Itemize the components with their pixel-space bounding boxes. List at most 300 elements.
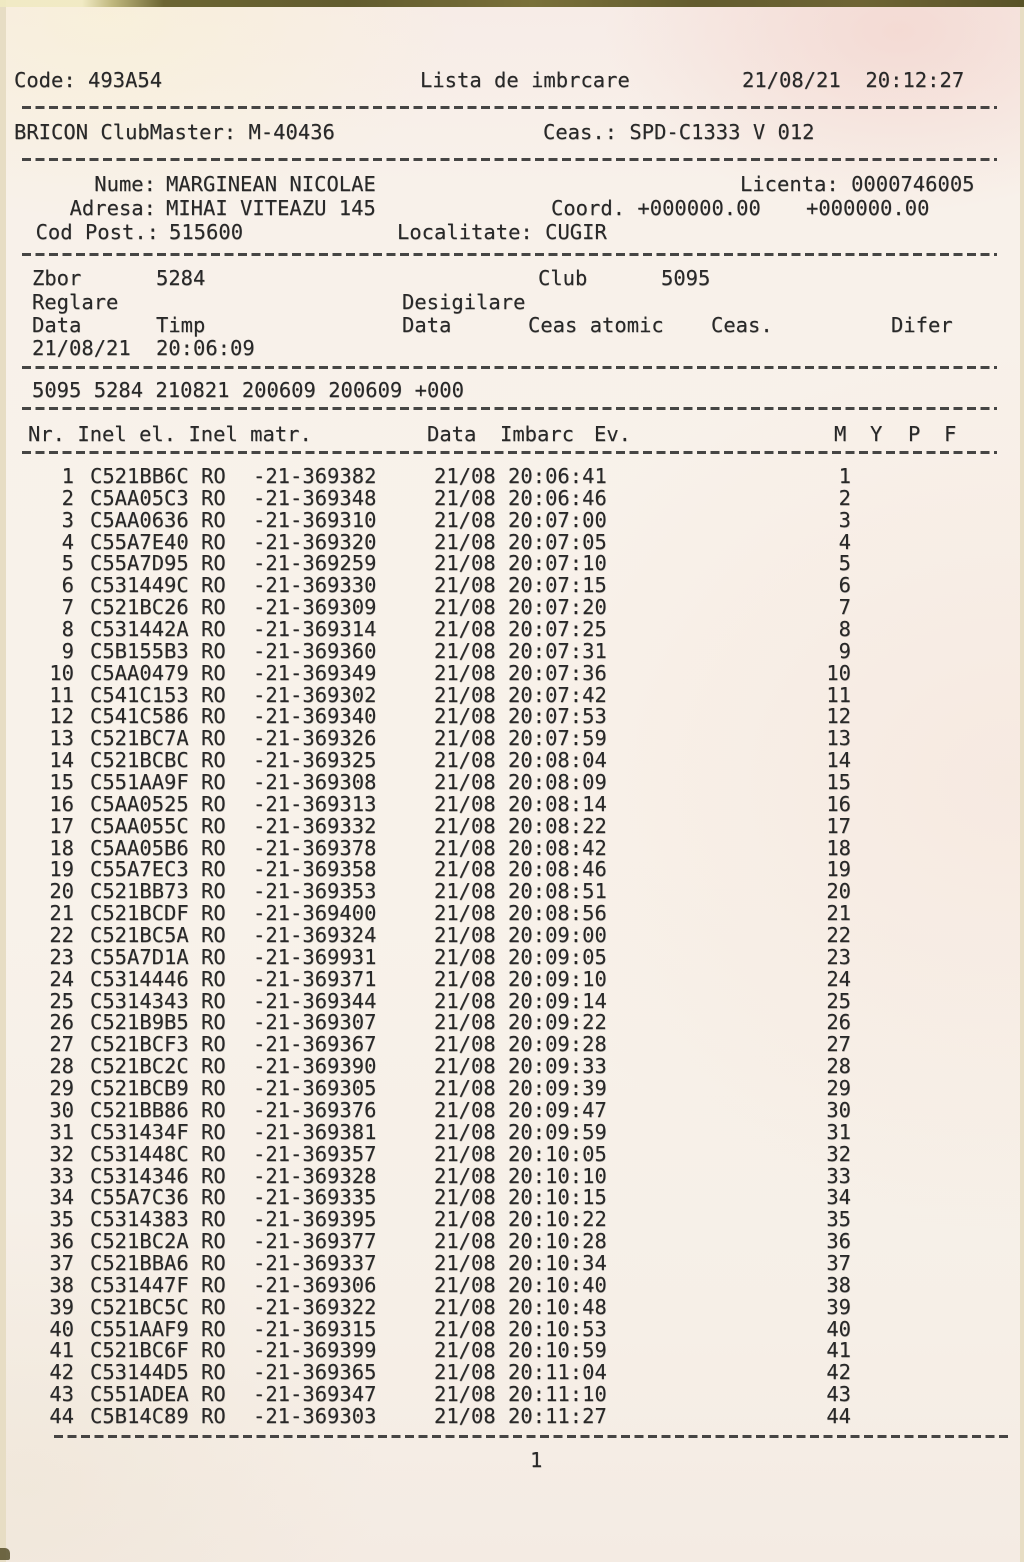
matricol-ring-id: -21-369367: [253, 1032, 377, 1057]
m-count: 5: [838, 551, 851, 576]
separator: [22, 158, 997, 161]
boarding-datetime: 21/08 20:08:46: [434, 857, 607, 882]
electronic-ring-id: C5B155B3 RO: [90, 638, 226, 663]
boarding-datetime: 21/08 20:10:22: [434, 1207, 607, 1232]
boarding-datetime: 21/08 20:07:10: [434, 551, 607, 576]
electronic-ring-id: C551ADEA RO: [90, 1382, 226, 1407]
table-row: [6, 835, 1020, 860]
boarding-datetime: 21/08 20:08:42: [434, 835, 607, 860]
m-count: 39: [826, 1294, 851, 1319]
electronic-ring-id: C5AA0479 RO: [90, 660, 226, 685]
boarding-datetime: 21/08 20:10:53: [434, 1316, 607, 1341]
matricol-ring-id: -21-369400: [253, 901, 377, 926]
electronic-ring-id: C5314346 RO: [90, 1163, 226, 1188]
header-p: P: [908, 422, 921, 446]
m-count: 6: [838, 573, 851, 598]
row-number: 37: [49, 1250, 74, 1275]
table-row: [6, 1209, 1020, 1231]
row-number: 39: [49, 1294, 74, 1319]
m-count: 17: [826, 813, 851, 838]
matricol-ring-id: -21-369307: [253, 1010, 377, 1035]
time-column-label: Timp: [156, 313, 206, 337]
electronic-ring-id: C521B9B5 RO: [90, 1010, 226, 1035]
flight-summary: 5095 5284 210821 200609 200609 +000: [32, 378, 464, 402]
table-row: [6, 466, 1020, 488]
row-number: 14: [49, 748, 74, 773]
matricol-ring-id: -21-369337: [253, 1250, 377, 1275]
table-row: [6, 903, 1020, 925]
row-number: 9: [61, 638, 74, 663]
matricol-ring-id: -21-369347: [253, 1382, 377, 1407]
electronic-ring-id: C551AAF9 RO: [90, 1316, 226, 1341]
row-number: 17: [49, 813, 74, 838]
electronic-ring-id: C531448C RO: [90, 1141, 226, 1166]
electronic-ring-id: C521BCBC RO: [90, 748, 226, 773]
boarding-datetime: 21/08 20:08:51: [434, 879, 607, 904]
m-count: 26: [826, 1010, 851, 1035]
header-imbarc: Imbarc: [500, 422, 575, 446]
boarding-datetime: 21/08 20:09:59: [434, 1119, 607, 1144]
electronic-ring-id: C55A7D95 RO: [90, 551, 226, 576]
table-row: [6, 660, 1020, 685]
m-count: 29: [826, 1076, 851, 1101]
printout-content: [6, 0, 1020, 1562]
matricol-ring-id: -21-369378: [253, 835, 377, 860]
boarding-datetime: 21/08 20:09:05: [434, 944, 607, 969]
matricol-ring-id: -21-369365: [253, 1360, 377, 1385]
matricol-ring-id: -21-369325: [253, 748, 377, 773]
electronic-ring-id: C521BBA6 RO: [90, 1250, 226, 1275]
row-number: 30: [49, 1097, 74, 1122]
matricol-ring-id: -21-369931: [253, 944, 377, 969]
adjust-date: 21/08/21: [32, 336, 131, 360]
m-count: 21: [826, 901, 851, 926]
table-row: [6, 728, 1020, 750]
m-count: 2: [838, 485, 851, 510]
row-number: 7: [61, 595, 74, 620]
table-row: [6, 1316, 1020, 1341]
separator: [22, 253, 997, 256]
electronic-ring-id: C521BC5C RO: [90, 1294, 226, 1319]
table-row: [6, 638, 1020, 663]
boarding-datetime: 21/08 20:11:04: [434, 1360, 607, 1385]
matricol-ring-id: -21-369309: [253, 595, 377, 620]
m-count: 22: [826, 923, 851, 948]
row-number: 20: [49, 879, 74, 904]
table-row: [6, 619, 1020, 641]
m-count: 14: [826, 748, 851, 773]
table-row: [6, 553, 1020, 575]
m-count: 15: [826, 770, 851, 795]
unseal-label: Desigilare: [402, 290, 526, 314]
boarding-datetime: 21/08 20:08:22: [434, 813, 607, 838]
row-number: 29: [49, 1076, 74, 1101]
matricol-ring-id: -21-369335: [253, 1185, 377, 1210]
electronic-ring-id: C531434F RO: [90, 1119, 226, 1144]
table-row: [6, 966, 1020, 991]
matricol-ring-id: -21-369381: [253, 1119, 377, 1144]
owner-name-line: [6, 174, 1020, 196]
boarding-datetime: 21/08 20:07:25: [434, 617, 607, 642]
row-number: 33: [49, 1163, 74, 1188]
owner-address: MIHAI VITEAZU 145: [166, 196, 376, 220]
boarding-datetime: 21/08 20:10:05: [434, 1141, 607, 1166]
m-count: 42: [826, 1360, 851, 1385]
electronic-ring-id: C541C153 RO: [90, 682, 226, 707]
adjust-time: 20:06:09: [156, 336, 255, 360]
row-number: 26: [49, 1010, 74, 1035]
coordinates: Coord. +000000.00: [551, 196, 761, 220]
m-count: 23: [826, 944, 851, 969]
m-count: 25: [826, 988, 851, 1013]
row-number: 4: [61, 529, 74, 554]
m-count: 18: [826, 835, 851, 860]
pigeon-table: [6, 466, 1020, 1428]
matricol-ring-id: -21-369326: [253, 726, 377, 751]
boarding-datetime: 21/08 20:07:36: [434, 660, 607, 685]
owner-name: MARGINEAN NICOLAE: [166, 172, 376, 196]
table-row: [6, 1034, 1020, 1056]
m-count: 10: [826, 660, 851, 685]
table-row: [6, 1403, 1020, 1428]
electronic-ring-id: C53144D5 RO: [90, 1360, 226, 1385]
m-count: 34: [826, 1185, 851, 1210]
boarding-datetime: 21/08 20:06:41: [434, 464, 607, 488]
table-row: [6, 1231, 1020, 1253]
boarding-datetime: 21/08 20:09:00: [434, 923, 607, 948]
matricol-ring-id: -21-369308: [253, 770, 377, 795]
m-count: 24: [826, 966, 851, 991]
matricol-ring-id: -21-369358: [253, 857, 377, 882]
name-label: Nume:: [94, 172, 156, 196]
boarding-datetime: 21/08 20:07:42: [434, 682, 607, 707]
separator: [22, 407, 997, 410]
boarding-datetime: 21/08 20:09:14: [434, 988, 607, 1013]
clock-column-label: Ceas.: [711, 313, 773, 337]
electronic-ring-id: C5AA05C3 RO: [90, 485, 226, 510]
separator: [54, 1435, 1012, 1438]
table-row: [6, 750, 1020, 772]
m-count: 28: [826, 1054, 851, 1079]
table-row: [6, 1141, 1020, 1166]
table-row: [6, 575, 1020, 597]
boarding-datetime: 21/08 20:08:56: [434, 901, 607, 926]
row-number: 18: [49, 835, 74, 860]
matricol-ring-id: -21-369324: [253, 923, 377, 948]
table-row: [6, 1119, 1020, 1144]
m-count: 43: [826, 1382, 851, 1407]
m-count: 19: [826, 857, 851, 882]
separator: [22, 451, 997, 454]
electronic-ring-id: C521BB86 RO: [90, 1097, 226, 1122]
electronic-ring-id: C55A7E40 RO: [90, 529, 226, 554]
table-row: [6, 485, 1020, 510]
table-row: [6, 706, 1020, 728]
address-label: Adresa:: [69, 196, 156, 220]
owner-postcode-line: [6, 222, 1020, 244]
separator: [22, 366, 997, 369]
table-row: [6, 1163, 1020, 1188]
header-data: Data: [427, 422, 477, 446]
table-header: [6, 424, 1020, 446]
row-number: 5: [61, 551, 74, 576]
m-count: 37: [826, 1250, 851, 1275]
locality: Localitate: CUGIR: [397, 220, 607, 244]
matricol-ring-id: -21-369348: [253, 485, 377, 510]
electronic-ring-id: C521BCDF RO: [90, 901, 226, 926]
row-number: 27: [49, 1032, 74, 1057]
m-count: 16: [826, 791, 851, 816]
electronic-ring-id: C55A7C36 RO: [90, 1185, 226, 1210]
table-row: [6, 881, 1020, 903]
boarding-datetime: 21/08 20:10:15: [434, 1185, 607, 1210]
atomic-clock-label: Ceas atomic: [528, 313, 664, 337]
electronic-ring-id: C521BB6C RO: [90, 464, 226, 488]
boarding-datetime: 21/08 20:07:53: [434, 704, 607, 729]
matricol-ring-id: -21-369310: [253, 507, 377, 532]
boarding-datetime: 21/08 20:10:10: [434, 1163, 607, 1188]
boarding-datetime: 21/08 20:10:28: [434, 1229, 607, 1254]
electronic-ring-id: C531449C RO: [90, 573, 226, 598]
date-column-label: Data: [32, 313, 82, 337]
row-number: 8: [61, 617, 74, 642]
postcode-label: Cod Post.:: [35, 220, 159, 244]
boarding-datetime: 21/08 20:07:59: [434, 726, 607, 751]
m-count: 11: [826, 682, 851, 707]
flight-line: [6, 268, 1020, 290]
row-number: 41: [49, 1338, 74, 1363]
electronic-ring-id: C5AA0525 RO: [90, 791, 226, 816]
table-row: [6, 772, 1020, 794]
summary-line: [6, 380, 1020, 402]
table-row: [6, 925, 1020, 947]
electronic-ring-id: C5AA0636 RO: [90, 507, 226, 532]
table-row: [6, 1187, 1020, 1209]
electronic-ring-id: C5B14C89 RO: [90, 1403, 226, 1428]
m-count: 27: [826, 1032, 851, 1057]
difference-label: Difer: [891, 313, 953, 337]
electronic-ring-id: C55A7D1A RO: [90, 944, 226, 969]
table-row: [6, 1097, 1020, 1122]
matricol-ring-id: -21-369259: [253, 551, 377, 576]
matricol-ring-id: -21-369330: [253, 573, 377, 598]
row-number: 31: [49, 1119, 74, 1144]
electronic-ring-id: C521BCF3 RO: [90, 1032, 226, 1057]
matricol-ring-id: -21-369353: [253, 879, 377, 904]
matricol-ring-id: -21-369320: [253, 529, 377, 554]
row-number: 22: [49, 923, 74, 948]
m-count: 32: [826, 1141, 851, 1166]
boarding-datetime: 21/08 20:09:39: [434, 1076, 607, 1101]
device-line: [6, 122, 1020, 144]
boarding-datetime: 21/08 20:09:33: [434, 1054, 607, 1079]
m-count: 40: [826, 1316, 851, 1341]
row-number: 11: [49, 682, 74, 707]
postcode: 515600: [169, 220, 244, 244]
header-y: Y: [870, 422, 883, 446]
row-number: 25: [49, 988, 74, 1013]
clubmaster-id: BRICON ClubMaster: M-40436: [14, 120, 335, 144]
electronic-ring-id: C5AA05B6 RO: [90, 835, 226, 860]
row-number: 44: [49, 1403, 74, 1428]
club-number: 5095: [661, 266, 711, 290]
row-number: 43: [49, 1382, 74, 1407]
m-count: 44: [826, 1403, 851, 1428]
m-count: 4: [838, 529, 851, 554]
table-row: [6, 529, 1020, 554]
boarding-datetime: 21/08 20:06:46: [434, 485, 607, 510]
matricol-ring-id: -21-369305: [253, 1076, 377, 1101]
boarding-datetime: 21/08 20:09:10: [434, 966, 607, 991]
matricol-ring-id: -21-369340: [253, 704, 377, 729]
header-ev: Ev.: [594, 422, 632, 446]
date2-column-label: Data: [402, 313, 452, 337]
row-number: 42: [49, 1360, 74, 1385]
boarding-datetime: 21/08 20:08:14: [434, 791, 607, 816]
electronic-ring-id: C5314383 RO: [90, 1207, 226, 1232]
boarding-datetime: 21/08 20:10:40: [434, 1272, 607, 1297]
boarding-datetime: 21/08 20:07:20: [434, 595, 607, 620]
boarding-datetime: 21/08 20:10:48: [434, 1294, 607, 1319]
table-row: [6, 1362, 1020, 1384]
row-number: 36: [49, 1229, 74, 1254]
m-count: 9: [838, 638, 851, 663]
m-count: 31: [826, 1119, 851, 1144]
m-count: 12: [826, 704, 851, 729]
owner-address-line: [6, 198, 1020, 220]
matricol-ring-id: -21-369349: [253, 660, 377, 685]
table-row: [6, 1056, 1020, 1078]
electronic-ring-id: C541C586 RO: [90, 704, 226, 729]
matricol-ring-id: -21-369322: [253, 1294, 377, 1319]
boarding-datetime: 21/08 20:07:00: [434, 507, 607, 532]
row-number: 34: [49, 1185, 74, 1210]
table-row: [6, 682, 1020, 707]
row-number: 16: [49, 791, 74, 816]
electronic-ring-id: C521BC5A RO: [90, 923, 226, 948]
boarding-datetime: 21/08 20:10:59: [434, 1338, 607, 1363]
electronic-ring-id: C521BC6F RO: [90, 1338, 226, 1363]
m-count: 35: [826, 1207, 851, 1232]
table-row: [6, 507, 1020, 532]
matricol-ring-id: -21-369395: [253, 1207, 377, 1232]
electronic-ring-id: C531447F RO: [90, 1272, 226, 1297]
scan-corner-mark: [0, 1548, 10, 1560]
row-number: 12: [49, 704, 74, 729]
adjust-label: Reglare: [32, 290, 119, 314]
m-count: 1: [838, 464, 851, 488]
flight-number: 5284: [156, 266, 206, 290]
m-count: 36: [826, 1229, 851, 1254]
table-row: [6, 1340, 1020, 1362]
matricol-ring-id: -21-369313: [253, 791, 377, 816]
separator: [22, 106, 997, 109]
page-title: Lista de imbrcare: [420, 68, 630, 92]
table-row: [6, 1294, 1020, 1319]
m-count: 41: [826, 1338, 851, 1363]
row-number: 35: [49, 1207, 74, 1232]
m-count: 7: [838, 595, 851, 620]
scanned-paper: [6, 0, 1020, 1562]
row-number: 6: [61, 573, 74, 598]
scan-top-edge: [0, 0, 1024, 7]
m-count: 3: [838, 507, 851, 532]
matricol-ring-id: -21-369390: [253, 1054, 377, 1079]
boarding-datetime: 21/08 20:07:05: [434, 529, 607, 554]
header-f: F: [944, 422, 957, 446]
m-count: 13: [826, 726, 851, 751]
electronic-ring-id: C521BB73 RO: [90, 879, 226, 904]
row-number: 3: [61, 507, 74, 532]
boarding-datetime: 21/08 20:07:31: [434, 638, 607, 663]
matricol-ring-id: -21-369360: [253, 638, 377, 663]
matricol-ring-id: -21-369302: [253, 682, 377, 707]
boarding-datetime: 21/08 20:11:27: [434, 1403, 607, 1428]
boarding-datetime: 21/08 20:07:15: [434, 573, 607, 598]
matricol-ring-id: -21-369306: [253, 1272, 377, 1297]
boarding-datetime: 21/08 20:08:04: [434, 748, 607, 773]
column-labels-line: [6, 315, 1020, 337]
table-row: [6, 944, 1020, 969]
section-labels-line: [6, 292, 1020, 314]
matricol-ring-id: -21-369344: [253, 988, 377, 1013]
matricol-ring-id: -21-369315: [253, 1316, 377, 1341]
m-count: 33: [826, 1163, 851, 1188]
m-count: 8: [838, 617, 851, 642]
matricol-ring-id: -21-369377: [253, 1229, 377, 1254]
row-number: 32: [49, 1141, 74, 1166]
electronic-ring-id: C521BCB9 RO: [90, 1076, 226, 1101]
m-count: 38: [826, 1272, 851, 1297]
table-row: [6, 1384, 1020, 1406]
matricol-ring-id: -21-369376: [253, 1097, 377, 1122]
table-row: [6, 1078, 1020, 1100]
table-row: [6, 859, 1020, 881]
table-row: [6, 1012, 1020, 1034]
electronic-ring-id: C5AA055C RO: [90, 813, 226, 838]
boarding-datetime: 21/08 20:09:47: [434, 1097, 607, 1122]
matricol-ring-id: -21-369399: [253, 1338, 377, 1363]
m-count: 30: [826, 1097, 851, 1122]
club-label: Club: [538, 266, 588, 290]
matricol-ring-id: -21-369357: [253, 1141, 377, 1166]
coordinates-2: +000000.00: [806, 196, 930, 220]
clock-id: Ceas.: SPD-C1333 V 012: [543, 120, 815, 144]
row-number: 23: [49, 944, 74, 969]
electronic-ring-id: C55A7EC3 RO: [90, 857, 226, 882]
electronic-ring-id: C5314446 RO: [90, 966, 226, 991]
matricol-ring-id: -21-369328: [253, 1163, 377, 1188]
device-code: Code: 493A54: [14, 68, 163, 92]
electronic-ring-id: C521BC2C RO: [90, 1054, 226, 1079]
electronic-ring-id: C5314343 RO: [90, 988, 226, 1013]
boarding-datetime: 21/08 20:09:22: [434, 1010, 607, 1035]
adjust-datetime-line: [6, 338, 1020, 360]
table-row: [6, 791, 1020, 816]
row-number: 28: [49, 1054, 74, 1079]
flight-label: Zbor: [32, 266, 82, 290]
header-line: [6, 70, 1020, 92]
table-row: [6, 988, 1020, 1013]
row-number: 13: [49, 726, 74, 751]
matricol-ring-id: -21-369314: [253, 617, 377, 642]
electronic-ring-id: C531442A RO: [90, 617, 226, 642]
row-number: 15: [49, 770, 74, 795]
row-number: 40: [49, 1316, 74, 1341]
m-count: 20: [826, 879, 851, 904]
matricol-ring-id: -21-369332: [253, 813, 377, 838]
boarding-datetime: 21/08 20:08:09: [434, 770, 607, 795]
